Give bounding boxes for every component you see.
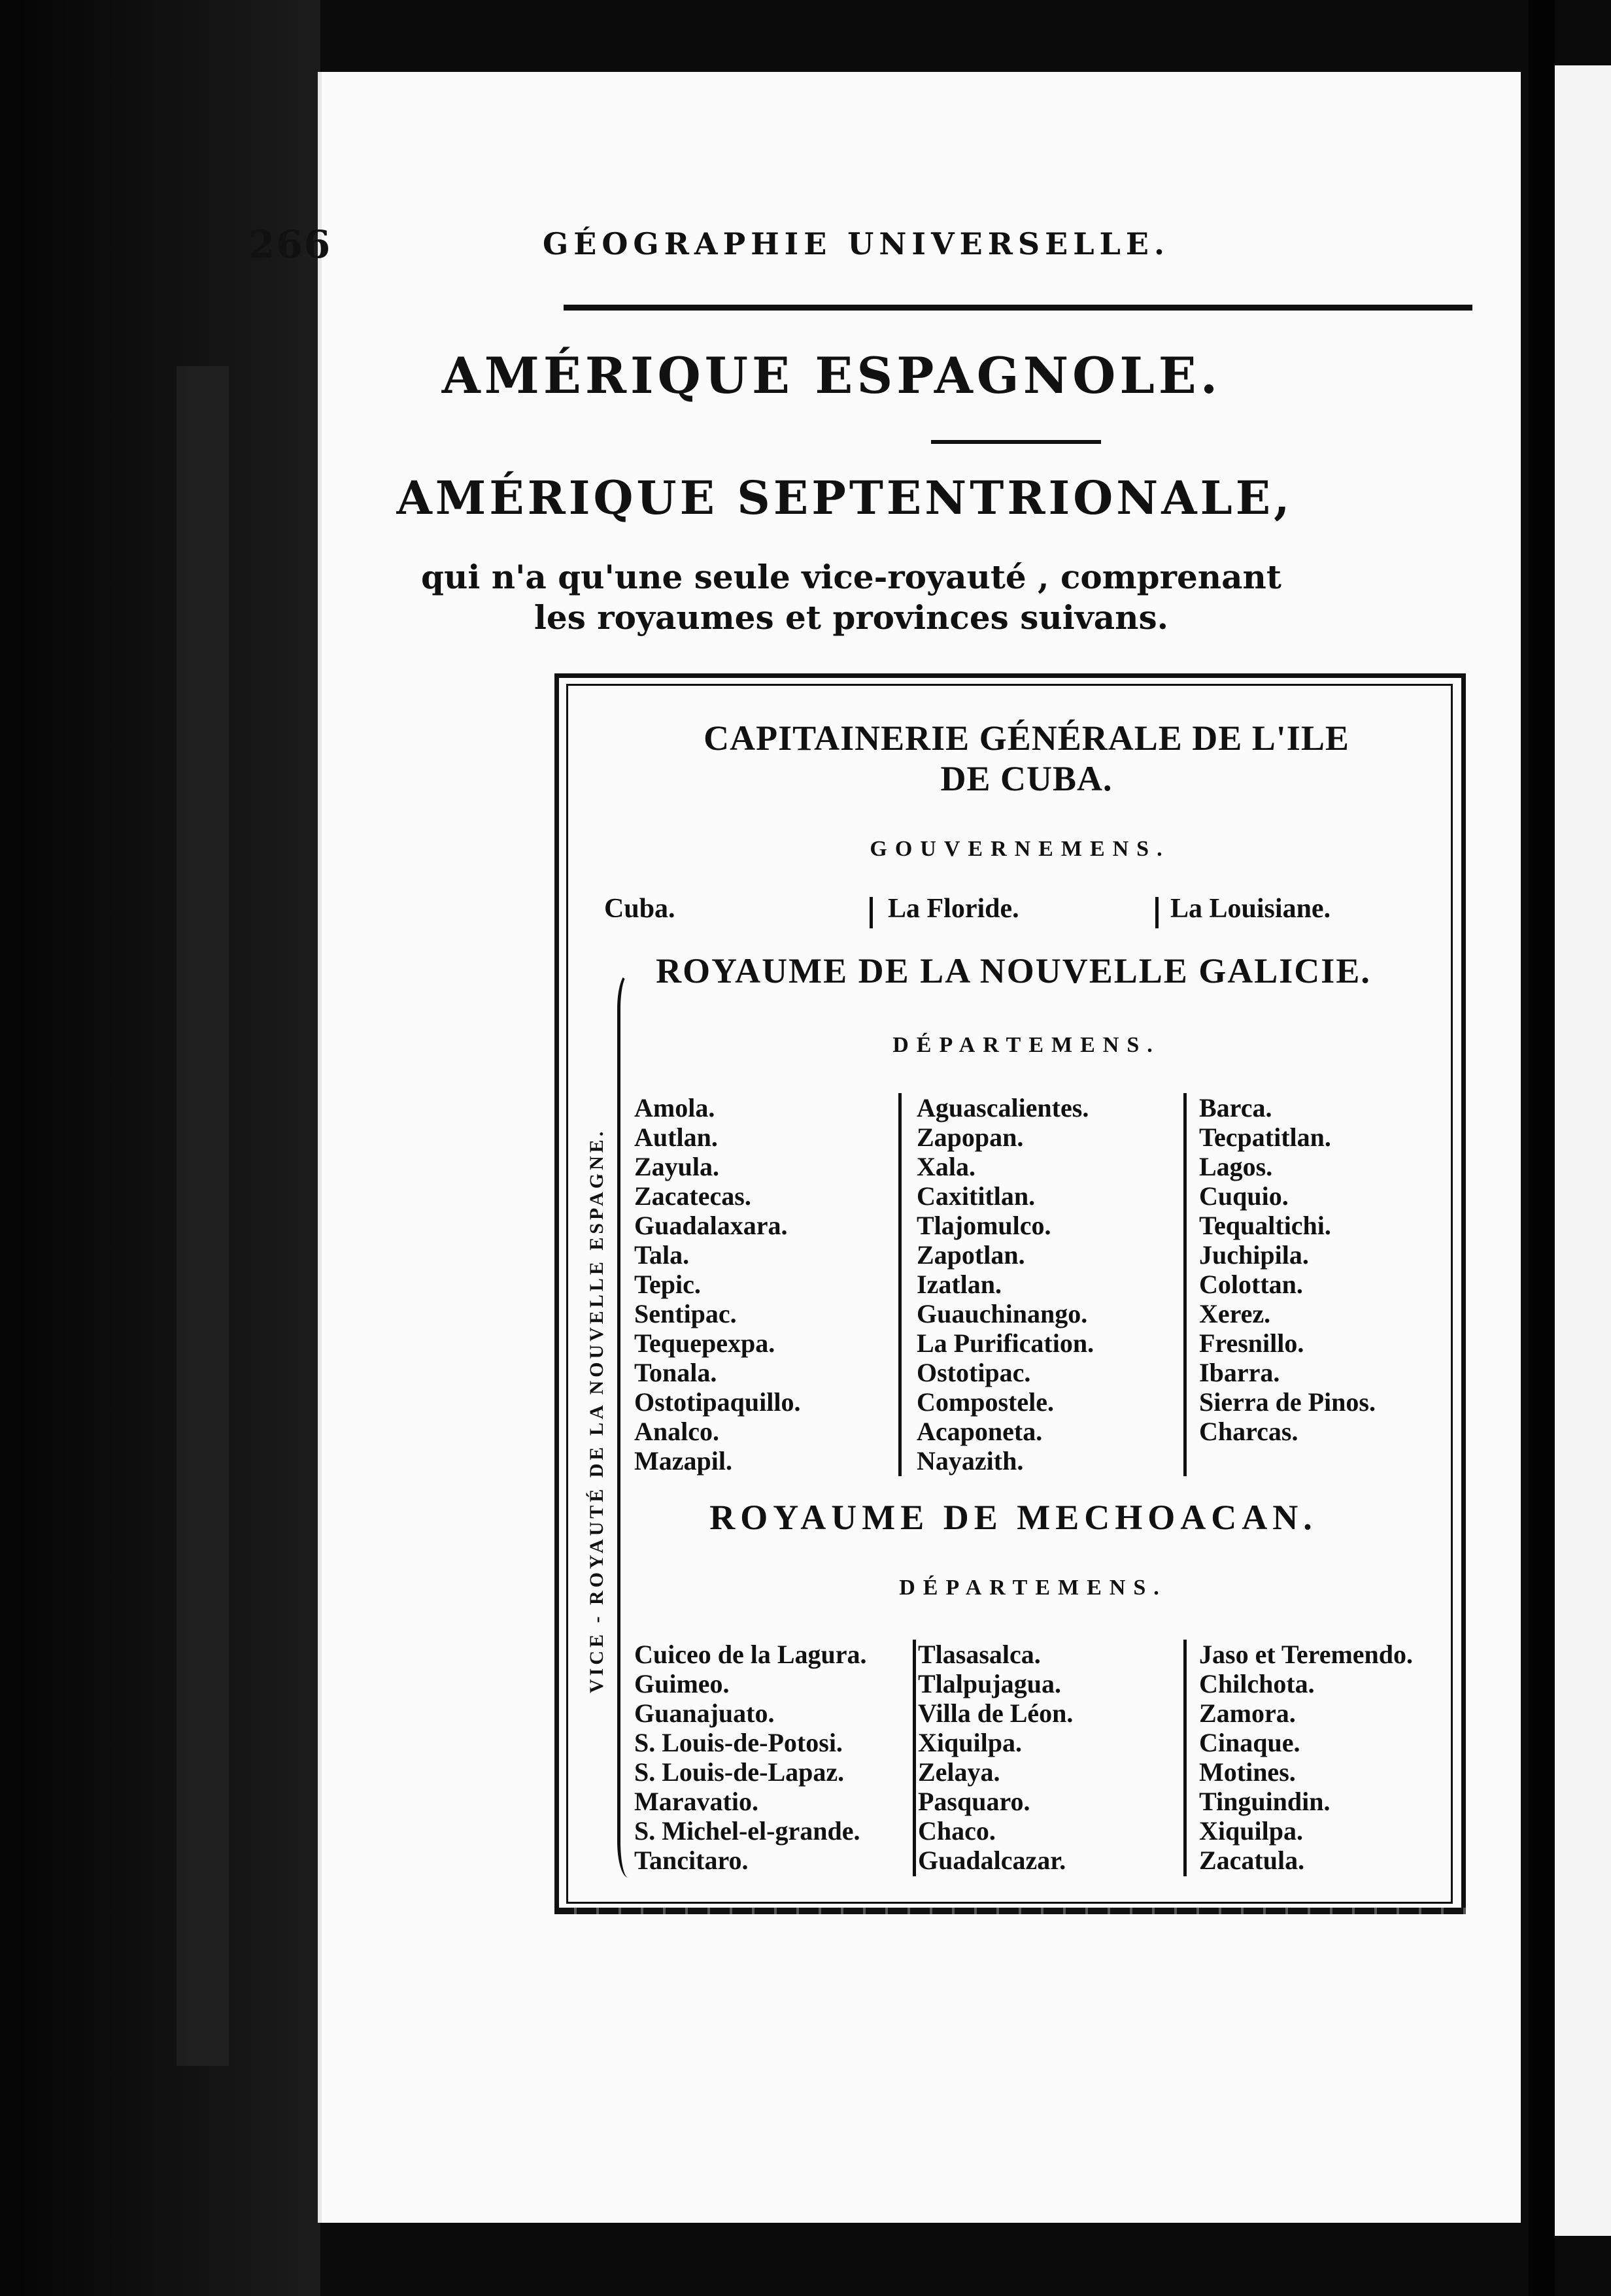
department-name: S. Louis-de-Lapaz.: [634, 1757, 845, 1787]
department-name: Xiquilpa.: [918, 1728, 1022, 1757]
column-rule: [870, 897, 873, 928]
department-name: Tequepexpa.: [634, 1328, 775, 1358]
vice-royaute-label: VICE - ROYAUTÉ DE LA NOUVELLE ESPAGNE.: [586, 1128, 607, 1693]
department-name: Caxititlan.: [917, 1181, 1036, 1211]
department-name: Xiquilpa.: [1199, 1816, 1303, 1846]
page-title: AMÉRIQUE ESPAGNOLE.: [441, 346, 1222, 405]
department-name: Tlasasalca.: [918, 1640, 1041, 1669]
scan-gutter: [1529, 0, 1555, 2296]
department-name: Zelaya.: [918, 1757, 1000, 1787]
intro-line-2: les royaumes et provinces suivans.: [534, 598, 1169, 637]
department-name: Tlajomulco.: [917, 1211, 1051, 1240]
department-name: Amola.: [634, 1093, 715, 1123]
department-name: Sierra de Pinos.: [1199, 1387, 1376, 1417]
header-rule: [564, 305, 1472, 311]
running-title: GÉOGRAPHIE UNIVERSELLE.: [543, 226, 1170, 262]
department-name: Cuiceo de la Lagura.: [634, 1640, 867, 1669]
galicie-column-1: [634, 1093, 801, 1476]
department-name: Cuquio.: [1199, 1181, 1289, 1211]
department-name: Xerez.: [1199, 1299, 1271, 1328]
mechoacan-title: ROYAUME DE MECHOACAN.: [709, 1498, 1317, 1537]
scan-left-margin: [0, 0, 320, 2296]
department-name: Tinguindin.: [1199, 1787, 1331, 1816]
gov-item: La Louisiane.: [1170, 894, 1331, 924]
department-name: Mazapil.: [634, 1446, 732, 1476]
department-name: Sentipac.: [634, 1299, 737, 1328]
section-title: AMÉRIQUE SEPTENTRIONALE,: [396, 471, 1293, 525]
galicie-column-3: [1199, 1093, 1376, 1446]
department-name: Guimeo.: [634, 1669, 730, 1698]
department-name: Juchipila.: [1199, 1240, 1309, 1270]
department-name: Acaponeta.: [917, 1417, 1043, 1446]
department-name: Tlalpujagua.: [918, 1669, 1061, 1698]
department-name: S. Michel-el-grande.: [634, 1816, 860, 1846]
gov-item: Cuba.: [604, 894, 675, 924]
department-name: Colottan.: [1199, 1270, 1303, 1299]
department-name: Tequaltichi.: [1199, 1211, 1331, 1240]
column-rule: [1183, 1093, 1187, 1476]
department-name: Analco.: [634, 1417, 719, 1446]
department-name: Barca.: [1199, 1093, 1272, 1123]
table-bottom-rule: [554, 1908, 1466, 1914]
gov-item: La Floride.: [888, 894, 1019, 924]
department-name: Tepic.: [634, 1270, 701, 1299]
department-name: Aguascalientes.: [917, 1093, 1089, 1123]
title-divider: [931, 440, 1101, 444]
column-rule: [1183, 1640, 1187, 1876]
mechoacan-column-1: [634, 1640, 867, 1875]
department-name: Tecpatitlan.: [1199, 1123, 1331, 1152]
department-name: Pasquaro.: [918, 1787, 1030, 1816]
department-name: Guanajuato.: [634, 1698, 775, 1728]
department-name: Zapopan.: [917, 1123, 1024, 1152]
department-name: Maravatio.: [634, 1787, 758, 1816]
department-name: Nayazith.: [917, 1446, 1024, 1476]
column-rule: [898, 1093, 902, 1476]
cuba-title-line-2: DE CUBA.: [940, 759, 1113, 798]
department-name: Zacatula.: [1199, 1846, 1305, 1875]
department-name: Guauchinango.: [917, 1299, 1088, 1328]
department-name: Autlan.: [634, 1123, 718, 1152]
department-name: Zamora.: [1199, 1698, 1296, 1728]
department-name: Tonala.: [634, 1358, 717, 1387]
department-name: Tancitaro.: [634, 1846, 749, 1875]
department-name: Lagos.: [1199, 1152, 1273, 1181]
galicie-column-2: [917, 1093, 1094, 1476]
intro-line-1: qui n'a qu'une seule vice-royauté , comprenant: [421, 558, 1281, 596]
department-name: Charcas.: [1199, 1417, 1298, 1446]
department-name: Cinaque.: [1199, 1728, 1300, 1757]
department-name: Tala.: [634, 1240, 690, 1270]
department-name: Chaco.: [918, 1816, 996, 1846]
column-rule: [1155, 897, 1159, 928]
department-name: Guadalaxara.: [634, 1211, 788, 1240]
gouvernemens-row: [604, 893, 1428, 932]
vice-royaute-brace: [617, 973, 636, 1878]
department-name: Zapotlan.: [917, 1240, 1025, 1270]
department-name: Chilchota.: [1199, 1669, 1315, 1698]
galicie-title: ROYAUME DE LA NOUVELLE GALICIE.: [656, 951, 1371, 990]
department-name: Ibarra.: [1199, 1358, 1280, 1387]
cuba-title: [615, 718, 1438, 799]
mechoacan-column-2: [918, 1640, 1073, 1875]
department-name: La Purification.: [917, 1328, 1094, 1358]
department-name: Ostotipaquillo.: [634, 1387, 801, 1417]
department-name: Guadalcazar.: [918, 1846, 1066, 1875]
galicie-subhead: DÉPARTEMENS.: [892, 1033, 1161, 1057]
column-rule: [913, 1640, 916, 1876]
department-name: Izatlan.: [917, 1270, 1002, 1299]
gouvernemens-heading: GOUVERNEMENS.: [870, 837, 1170, 861]
department-name: Xala.: [917, 1152, 975, 1181]
department-name: Fresnillo.: [1199, 1328, 1304, 1358]
department-name: Zacatecas.: [634, 1181, 751, 1211]
page-number: 266: [248, 222, 332, 267]
department-name: Villa de Léon.: [918, 1698, 1074, 1728]
mechoacan-subhead: DÉPARTEMENS.: [899, 1576, 1167, 1600]
department-name: Compostele.: [917, 1387, 1054, 1417]
department-name: Ostotipac.: [917, 1358, 1031, 1387]
cuba-title-line-1: CAPITAINERIE GÉNÉRALE DE L'ILE: [704, 718, 1349, 758]
department-name: S. Louis-de-Potosi.: [634, 1728, 843, 1757]
mechoacan-column-3: [1199, 1640, 1413, 1875]
intro-text: [0, 557, 1611, 638]
department-name: Zayula.: [634, 1152, 720, 1181]
department-name: Motines.: [1199, 1757, 1296, 1787]
department-name: Jaso et Teremendo.: [1199, 1640, 1414, 1669]
